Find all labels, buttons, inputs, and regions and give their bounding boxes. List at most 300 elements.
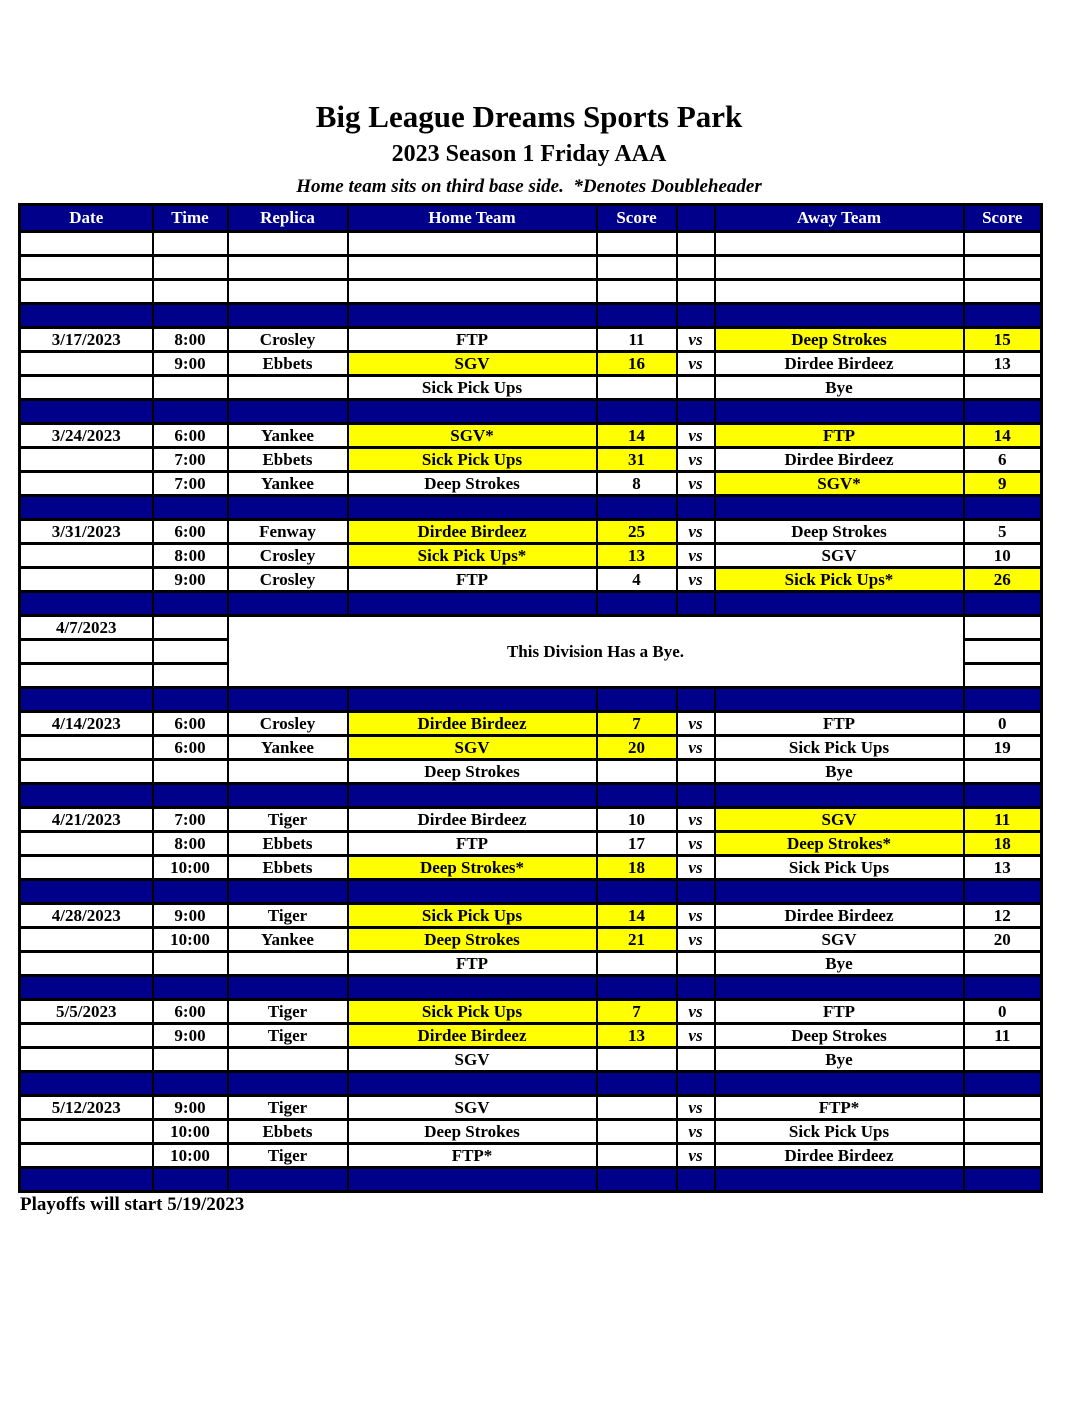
home-team-cell: Sick Pick Ups	[348, 1000, 597, 1024]
home-team-cell	[348, 280, 597, 304]
away-score-cell: 19	[964, 736, 1042, 760]
separator-row	[20, 592, 1042, 616]
game-row	[20, 520, 1042, 544]
game-row	[20, 328, 1042, 352]
home-score-cell: 16	[597, 352, 677, 376]
vs-cell: vs	[677, 328, 715, 352]
replica-cell	[228, 760, 348, 784]
time-cell: 10:00	[153, 928, 228, 952]
game-row	[20, 1144, 1042, 1168]
separator-cell	[677, 1072, 715, 1096]
away-score-cell: 0	[964, 1000, 1042, 1024]
away-score-cell: 11	[964, 808, 1042, 832]
separator-cell	[153, 976, 228, 1000]
vs-cell: vs	[677, 448, 715, 472]
separator-cell	[677, 688, 715, 712]
replica-cell: Tiger	[228, 1096, 348, 1120]
separator-cell	[348, 976, 597, 1000]
replica-cell: Ebbets	[228, 448, 348, 472]
game-row	[20, 1120, 1042, 1144]
away-score-cell	[964, 664, 1042, 688]
home-team-cell: SGV	[348, 1048, 597, 1072]
away-score-cell: 9	[964, 472, 1042, 496]
replica-cell: Fenway	[228, 520, 348, 544]
separator-cell	[348, 1168, 597, 1192]
separator-cell	[228, 400, 348, 424]
home-team-cell: FTP	[348, 832, 597, 856]
separator-cell	[228, 592, 348, 616]
home-score-cell: 20	[597, 736, 677, 760]
column-header-time: Time	[153, 205, 228, 232]
away-team-cell: SGV	[715, 808, 964, 832]
vs-cell: vs	[677, 832, 715, 856]
away-score-cell	[964, 1048, 1042, 1072]
vs-cell: vs	[677, 1120, 715, 1144]
separator-cell	[597, 688, 677, 712]
empty-row	[20, 232, 1042, 256]
vs-cell: vs	[677, 736, 715, 760]
vs-cell: vs	[677, 712, 715, 736]
away-score-cell: 15	[964, 328, 1042, 352]
separator-cell	[20, 688, 153, 712]
replica-cell	[228, 280, 348, 304]
home-score-cell: 21	[597, 928, 677, 952]
separator-cell	[715, 784, 964, 808]
home-team-cell: Deep Strokes	[348, 928, 597, 952]
date-cell	[20, 664, 153, 688]
away-score-cell: 11	[964, 1024, 1042, 1048]
separator-row	[20, 1072, 1042, 1096]
vs-cell: vs	[677, 472, 715, 496]
home-score-cell	[597, 1120, 677, 1144]
away-score-cell: 10	[964, 544, 1042, 568]
time-cell	[153, 256, 228, 280]
game-row	[20, 928, 1042, 952]
separator-cell	[20, 592, 153, 616]
home-score-cell: 25	[597, 520, 677, 544]
vs-cell	[677, 1048, 715, 1072]
separator-cell	[348, 1072, 597, 1096]
separator-cell	[153, 1168, 228, 1192]
away-score-cell	[964, 376, 1042, 400]
vs-cell	[677, 280, 715, 304]
home-team-cell: Sick Pick Ups*	[348, 544, 597, 568]
home-team-cell: Deep Strokes*	[348, 856, 597, 880]
replica-cell: Ebbets	[228, 1120, 348, 1144]
replica-cell	[228, 256, 348, 280]
date-cell: 3/24/2023	[20, 424, 153, 448]
game-row	[20, 1096, 1042, 1120]
separator-cell	[20, 304, 153, 328]
column-header-home-score: Score	[597, 205, 677, 232]
vs-cell: vs	[677, 568, 715, 592]
game-row	[20, 568, 1042, 592]
date-cell	[20, 1048, 153, 1072]
home-team-cell: FTP*	[348, 1144, 597, 1168]
time-cell: 7:00	[153, 448, 228, 472]
game-row	[20, 376, 1042, 400]
away-team-cell: SGV	[715, 544, 964, 568]
home-score-cell	[597, 760, 677, 784]
away-team-cell	[715, 280, 964, 304]
separator-cell	[715, 304, 964, 328]
away-team-cell	[715, 232, 964, 256]
away-team-cell: Sick Pick Ups	[715, 1120, 964, 1144]
away-team-cell: Sick Pick Ups	[715, 736, 964, 760]
game-row	[20, 1000, 1042, 1024]
separator-cell	[153, 304, 228, 328]
date-cell	[20, 952, 153, 976]
separator-cell	[20, 1168, 153, 1192]
vs-cell: vs	[677, 544, 715, 568]
time-cell	[153, 376, 228, 400]
home-score-cell: 11	[597, 328, 677, 352]
home-score-cell: 14	[597, 424, 677, 448]
separator-cell	[348, 496, 597, 520]
separator-cell	[153, 880, 228, 904]
separator-cell	[964, 1168, 1042, 1192]
date-cell	[20, 736, 153, 760]
home-team-cell: Deep Strokes	[348, 472, 597, 496]
game-row	[20, 712, 1042, 736]
separator-cell	[228, 1168, 348, 1192]
time-cell: 6:00	[153, 712, 228, 736]
vs-cell: vs	[677, 424, 715, 448]
time-cell	[153, 1048, 228, 1072]
separator-cell	[228, 784, 348, 808]
replica-cell: Ebbets	[228, 832, 348, 856]
away-score-cell	[964, 760, 1042, 784]
separator-cell	[348, 784, 597, 808]
away-team-cell: Deep Strokes	[715, 1024, 964, 1048]
home-score-cell: 18	[597, 856, 677, 880]
away-team-cell: SGV*	[715, 472, 964, 496]
time-cell: 9:00	[153, 1096, 228, 1120]
vs-cell: vs	[677, 928, 715, 952]
time-cell: 10:00	[153, 1120, 228, 1144]
replica-cell: Crosley	[228, 712, 348, 736]
playoffs-note: Playoffs will start 5/19/2023	[20, 1194, 245, 1215]
away-team-cell	[715, 256, 964, 280]
document-header	[18, 100, 1040, 198]
game-row	[20, 904, 1042, 928]
separator-cell	[715, 400, 964, 424]
game-row	[20, 352, 1042, 376]
column-header-replica: Replica	[228, 205, 348, 232]
home-team-note: Home team sits on third base side. *Denotes Doubleheader	[296, 176, 762, 198]
time-cell	[153, 616, 228, 640]
away-score-cell: 6	[964, 448, 1042, 472]
time-cell: 6:00	[153, 520, 228, 544]
date-cell	[20, 928, 153, 952]
away-team-cell: Dirdee Birdeez	[715, 352, 964, 376]
away-score-cell: 0	[964, 712, 1042, 736]
away-score-cell	[964, 1144, 1042, 1168]
away-score-cell	[964, 256, 1042, 280]
game-row	[20, 760, 1042, 784]
replica-cell: Yankee	[228, 928, 348, 952]
replica-cell: Tiger	[228, 904, 348, 928]
date-cell: 4/21/2023	[20, 808, 153, 832]
away-team-cell: Bye	[715, 760, 964, 784]
separator-row	[20, 1168, 1042, 1192]
table-header-row	[20, 205, 1042, 232]
home-team-cell: Sick Pick Ups	[348, 904, 597, 928]
separator-cell	[677, 304, 715, 328]
away-team-cell: FTP*	[715, 1096, 964, 1120]
replica-cell: Crosley	[228, 544, 348, 568]
date-cell: 4/14/2023	[20, 712, 153, 736]
separator-cell	[597, 1168, 677, 1192]
home-team-cell: Sick Pick Ups	[348, 376, 597, 400]
home-score-cell	[597, 232, 677, 256]
separator-cell	[20, 880, 153, 904]
separator-row	[20, 880, 1042, 904]
replica-cell: Tiger	[228, 1144, 348, 1168]
home-score-cell: 14	[597, 904, 677, 928]
home-team-cell: Dirdee Birdeez	[348, 712, 597, 736]
away-team-cell: Bye	[715, 1048, 964, 1072]
vs-cell: vs	[677, 1096, 715, 1120]
page-subtitle: 2023 Season 1 Friday AAA	[391, 141, 667, 168]
empty-row	[20, 256, 1042, 280]
away-team-cell: SGV	[715, 928, 964, 952]
vs-cell	[677, 760, 715, 784]
separator-cell	[964, 496, 1042, 520]
away-score-cell: 26	[964, 568, 1042, 592]
vs-cell	[677, 256, 715, 280]
time-cell	[153, 232, 228, 256]
time-cell: 9:00	[153, 352, 228, 376]
separator-cell	[228, 880, 348, 904]
separator-cell	[20, 976, 153, 1000]
home-team-cell: SGV	[348, 352, 597, 376]
separator-cell	[597, 1072, 677, 1096]
separator-cell	[153, 1072, 228, 1096]
date-cell	[20, 232, 153, 256]
separator-cell	[597, 880, 677, 904]
home-score-cell	[597, 1048, 677, 1072]
replica-cell: Yankee	[228, 736, 348, 760]
replica-cell	[228, 376, 348, 400]
home-score-cell: 7	[597, 712, 677, 736]
separator-cell	[677, 976, 715, 1000]
separator-cell	[964, 592, 1042, 616]
vs-cell	[677, 232, 715, 256]
column-header-away-team: Away Team	[715, 205, 964, 232]
away-team-cell: Dirdee Birdeez	[715, 1144, 964, 1168]
separator-cell	[715, 592, 964, 616]
separator-cell	[348, 688, 597, 712]
separator-cell	[677, 1168, 715, 1192]
separator-cell	[677, 400, 715, 424]
time-cell: 9:00	[153, 904, 228, 928]
separator-row	[20, 976, 1042, 1000]
separator-cell	[153, 592, 228, 616]
home-team-cell: SGV	[348, 1096, 597, 1120]
replica-cell: Tiger	[228, 808, 348, 832]
game-row	[20, 448, 1042, 472]
vs-cell: vs	[677, 904, 715, 928]
away-score-cell	[964, 616, 1042, 640]
home-team-cell	[348, 232, 597, 256]
time-cell: 6:00	[153, 1000, 228, 1024]
time-cell	[153, 640, 228, 664]
time-cell: 6:00	[153, 424, 228, 448]
away-team-cell: Deep Strokes*	[715, 832, 964, 856]
separator-cell	[153, 688, 228, 712]
date-cell: 4/28/2023	[20, 904, 153, 928]
home-team-cell	[348, 256, 597, 280]
time-cell: 9:00	[153, 568, 228, 592]
home-team-cell: SGV	[348, 736, 597, 760]
replica-cell: Crosley	[228, 328, 348, 352]
empty-row	[20, 280, 1042, 304]
separator-cell	[597, 304, 677, 328]
separator-cell	[348, 592, 597, 616]
separator-cell	[153, 784, 228, 808]
separator-cell	[715, 880, 964, 904]
separator-cell	[348, 304, 597, 328]
separator-row	[20, 784, 1042, 808]
game-row	[20, 472, 1042, 496]
separator-cell	[964, 400, 1042, 424]
separator-cell	[964, 880, 1042, 904]
home-score-cell: 10	[597, 808, 677, 832]
away-team-cell: Deep Strokes	[715, 328, 964, 352]
date-cell: 4/7/2023	[20, 616, 153, 640]
date-cell	[20, 568, 153, 592]
away-team-cell: FTP	[715, 712, 964, 736]
home-team-cell: Dirdee Birdeez	[348, 808, 597, 832]
home-team-cell: FTP	[348, 328, 597, 352]
separator-cell	[964, 976, 1042, 1000]
separator-cell	[597, 976, 677, 1000]
date-cell	[20, 376, 153, 400]
away-team-cell: Bye	[715, 952, 964, 976]
time-cell: 8:00	[153, 832, 228, 856]
replica-cell: Crosley	[228, 568, 348, 592]
time-cell: 9:00	[153, 1024, 228, 1048]
home-score-cell: 13	[597, 544, 677, 568]
date-cell	[20, 760, 153, 784]
separator-row	[20, 688, 1042, 712]
date-cell	[20, 1120, 153, 1144]
vs-cell: vs	[677, 352, 715, 376]
schedule-table	[18, 203, 1043, 1193]
date-cell: 3/17/2023	[20, 328, 153, 352]
column-header-home-team: Home Team	[348, 205, 597, 232]
away-score-cell: 13	[964, 352, 1042, 376]
game-row	[20, 736, 1042, 760]
time-cell: 8:00	[153, 544, 228, 568]
game-row	[20, 832, 1042, 856]
home-score-cell: 13	[597, 1024, 677, 1048]
home-score-cell	[597, 256, 677, 280]
replica-cell: Ebbets	[228, 352, 348, 376]
replica-cell	[228, 952, 348, 976]
separator-cell	[597, 400, 677, 424]
date-cell	[20, 472, 153, 496]
separator-cell	[964, 688, 1042, 712]
time-cell: 7:00	[153, 472, 228, 496]
vs-cell: vs	[677, 1000, 715, 1024]
home-team-cell: Deep Strokes	[348, 760, 597, 784]
separator-cell	[228, 1072, 348, 1096]
separator-cell	[20, 496, 153, 520]
separator-cell	[20, 400, 153, 424]
separator-cell	[228, 496, 348, 520]
column-header-vs	[677, 205, 715, 232]
away-score-cell	[964, 952, 1042, 976]
date-cell	[20, 544, 153, 568]
away-score-cell: 20	[964, 928, 1042, 952]
home-team-cell: SGV*	[348, 424, 597, 448]
date-cell	[20, 856, 153, 880]
home-team-cell: Dirdee Birdeez	[348, 520, 597, 544]
home-score-cell	[597, 280, 677, 304]
separator-cell	[228, 304, 348, 328]
home-score-cell: 31	[597, 448, 677, 472]
away-team-cell: FTP	[715, 1000, 964, 1024]
date-cell	[20, 256, 153, 280]
replica-cell	[228, 232, 348, 256]
home-score-cell: 4	[597, 568, 677, 592]
time-cell	[153, 280, 228, 304]
replica-cell: Tiger	[228, 1024, 348, 1048]
away-score-cell	[964, 1120, 1042, 1144]
vs-cell: vs	[677, 520, 715, 544]
time-cell: 10:00	[153, 1144, 228, 1168]
date-cell	[20, 832, 153, 856]
away-score-cell: 18	[964, 832, 1042, 856]
home-team-cell: Sick Pick Ups	[348, 448, 597, 472]
away-team-cell: Sick Pick Ups	[715, 856, 964, 880]
away-score-cell	[964, 232, 1042, 256]
separator-cell	[348, 880, 597, 904]
separator-cell	[677, 784, 715, 808]
vs-cell: vs	[677, 1024, 715, 1048]
away-score-cell: 5	[964, 520, 1042, 544]
replica-cell: Ebbets	[228, 856, 348, 880]
date-cell: 3/31/2023	[20, 520, 153, 544]
date-cell	[20, 1024, 153, 1048]
home-score-cell: 17	[597, 832, 677, 856]
home-score-cell	[597, 1096, 677, 1120]
away-team-cell: FTP	[715, 424, 964, 448]
separator-row	[20, 400, 1042, 424]
division-bye-row	[20, 616, 1042, 640]
separator-cell	[715, 1072, 964, 1096]
division-bye-cell: This Division Has a Bye.	[228, 616, 964, 688]
game-row	[20, 544, 1042, 568]
date-cell	[20, 280, 153, 304]
separator-cell	[677, 496, 715, 520]
separator-cell	[715, 688, 964, 712]
away-team-cell: Dirdee Birdeez	[715, 448, 964, 472]
replica-cell	[228, 1048, 348, 1072]
schedule-table-body	[20, 232, 1042, 1192]
home-score-cell	[597, 376, 677, 400]
separator-cell	[677, 880, 715, 904]
away-score-cell	[964, 640, 1042, 664]
time-cell: 6:00	[153, 736, 228, 760]
away-team-cell: Sick Pick Ups*	[715, 568, 964, 592]
separator-cell	[20, 1072, 153, 1096]
separator-cell	[153, 496, 228, 520]
replica-cell: Yankee	[228, 424, 348, 448]
date-cell: 5/5/2023	[20, 1000, 153, 1024]
